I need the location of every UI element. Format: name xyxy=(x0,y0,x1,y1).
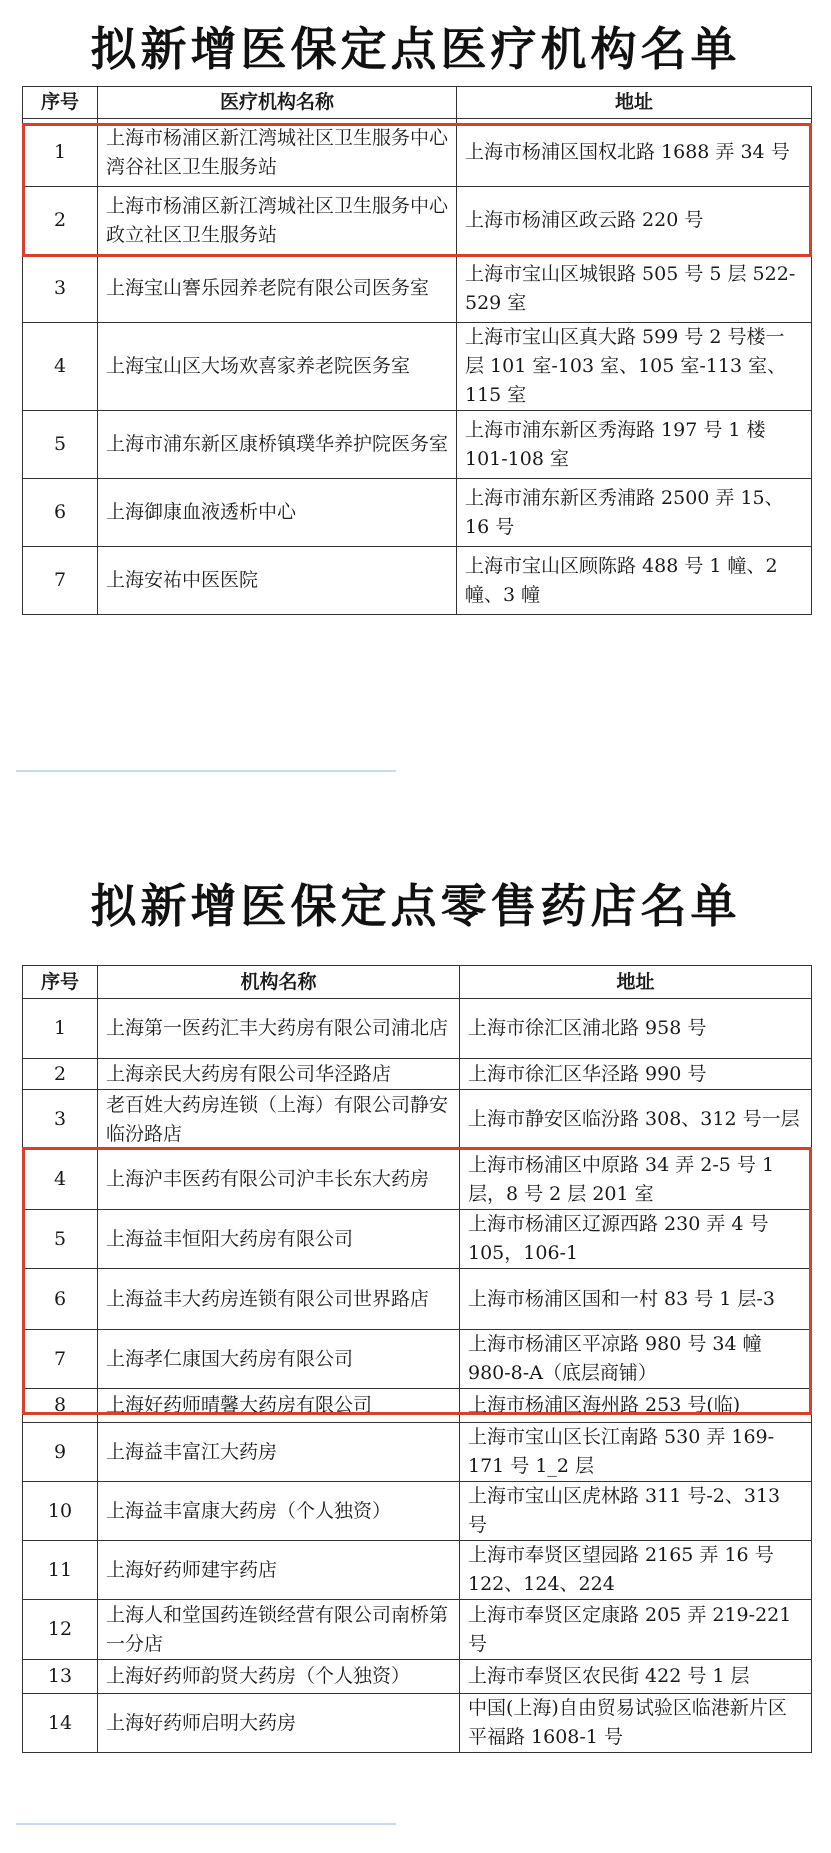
table-row xyxy=(23,1694,812,1753)
medical-institutions-table xyxy=(22,86,812,615)
cell-name: 老百姓大药房连锁（上海）有限公司静安临汾路店 xyxy=(98,1090,460,1150)
cell-seq: 3 xyxy=(23,255,98,323)
cell-seq: 2 xyxy=(23,1059,98,1090)
section-divider xyxy=(16,770,396,772)
table-row xyxy=(23,255,812,323)
cell-address: 上海市杨浦区国权北路 1688 弄 34 号 xyxy=(457,119,812,187)
medical-institutions-title: 拟新增医保定点医疗机构名单 xyxy=(90,22,741,76)
table-row xyxy=(23,1059,812,1090)
cell-address: 上海市宝山区长江南路 530 弄 169-171 号 1_2 层 xyxy=(460,1423,812,1482)
header-name: 机构名称 xyxy=(98,966,460,999)
cell-name: 上海市杨浦区新江湾城社区卫生服务中心政立社区卫生服务站 xyxy=(98,187,457,255)
cell-name: 上海市浦东新区康桥镇璞华养护院医务室 xyxy=(98,411,457,479)
table-row xyxy=(23,1090,812,1150)
cell-name: 上海益丰富江大药房 xyxy=(98,1423,460,1482)
cell-seq: 4 xyxy=(23,1150,98,1210)
cell-address: 上海市杨浦区辽源西路 230 弄 4 号 105，106-1 xyxy=(460,1210,812,1269)
cell-seq: 8 xyxy=(23,1389,98,1423)
header-name: 医疗机构名称 xyxy=(98,87,457,119)
cell-seq: 3 xyxy=(23,1090,98,1150)
cell-name: 上海御康血液透析中心 xyxy=(98,479,457,547)
cell-name: 上海好药师晴馨大药房有限公司 xyxy=(98,1389,460,1423)
table-row xyxy=(23,999,812,1059)
table-row xyxy=(23,1423,812,1482)
header-address: 地址 xyxy=(457,87,812,119)
table-row xyxy=(23,1389,812,1423)
section-divider xyxy=(16,1823,396,1825)
cell-name: 上海第一医药汇丰大药房有限公司浦北店 xyxy=(98,999,460,1059)
cell-address: 上海市浦东新区秀浦路 2500 弄 15、16 号 xyxy=(457,479,812,547)
table-row xyxy=(23,1660,812,1694)
cell-address: 上海市奉贤区农民街 422 号 1 层 xyxy=(460,1660,812,1694)
table-row xyxy=(23,1269,812,1330)
header-address: 地址 xyxy=(460,966,812,999)
cell-name: 上海益丰恒阳大药房有限公司 xyxy=(98,1210,460,1269)
cell-address: 上海市徐汇区浦北路 958 号 xyxy=(460,999,812,1059)
cell-address: 上海市奉贤区定康路 205 弄 219-221 号 xyxy=(460,1600,812,1660)
cell-name: 上海益丰大药房连锁有限公司世界路店 xyxy=(98,1269,460,1330)
table-row xyxy=(23,1330,812,1389)
cell-seq: 11 xyxy=(23,1541,98,1600)
cell-name: 上海孝仁康国大药房有限公司 xyxy=(98,1330,460,1389)
cell-name: 上海宝山謇乐园养老院有限公司医务室 xyxy=(98,255,457,323)
cell-seq: 6 xyxy=(23,1269,98,1330)
cell-address: 上海市宝山区真大路 599 号 2 号楼一层 101 室-103 室、105 室-113 室、115 室 xyxy=(457,323,812,411)
cell-name: 上海益丰富康大药房（个人独资） xyxy=(98,1482,460,1541)
table-row xyxy=(23,547,812,615)
cell-seq: 5 xyxy=(23,1210,98,1269)
table-row xyxy=(23,323,812,411)
cell-seq: 9 xyxy=(23,1423,98,1482)
table-header-row xyxy=(23,87,812,119)
header-seq: 序号 xyxy=(23,87,98,119)
table-row xyxy=(23,1482,812,1541)
cell-seq: 1 xyxy=(23,119,98,187)
table-row xyxy=(23,1600,812,1660)
cell-address: 上海市宝山区虎林路 311 号-2、313 号 xyxy=(460,1482,812,1541)
cell-seq: 4 xyxy=(23,323,98,411)
table-row xyxy=(23,187,812,255)
cell-address: 上海市杨浦区平凉路 980 号 34 幢 980-8-A（底层商铺） xyxy=(460,1330,812,1389)
retail-pharmacies-title: 拟新增医保定点零售药店名单 xyxy=(90,879,741,933)
cell-address: 上海市奉贤区望园路 2165 弄 16 号 122、124、224 xyxy=(460,1541,812,1600)
table-header-row xyxy=(23,966,812,999)
cell-address: 上海市静安区临汾路 308、312 号一层 xyxy=(460,1090,812,1150)
cell-seq: 1 xyxy=(23,999,98,1059)
cell-address: 上海市杨浦区政云路 220 号 xyxy=(457,187,812,255)
cell-seq: 2 xyxy=(23,187,98,255)
cell-address: 上海市杨浦区海州路 253 号(临) xyxy=(460,1389,812,1423)
cell-name: 上海市杨浦区新江湾城社区卫生服务中心湾谷社区卫生服务站 xyxy=(98,119,457,187)
cell-seq: 7 xyxy=(23,1330,98,1389)
table-row xyxy=(23,1210,812,1269)
cell-seq: 5 xyxy=(23,411,98,479)
cell-name: 上海宝山区大场欢喜家养老院医务室 xyxy=(98,323,457,411)
header-seq: 序号 xyxy=(23,966,98,999)
cell-address: 上海市宝山区顾陈路 488 号 1 幢、2 幢、3 幢 xyxy=(457,547,812,615)
table-row xyxy=(23,119,812,187)
cell-address: 上海市杨浦区中原路 34 弄 2-5 号 1 层，8 号 2 层 201 室 xyxy=(460,1150,812,1210)
cell-address: 上海市浦东新区秀海路 197 号 1 楼 101-108 室 xyxy=(457,411,812,479)
cell-seq: 14 xyxy=(23,1694,98,1753)
cell-seq: 12 xyxy=(23,1600,98,1660)
cell-seq: 6 xyxy=(23,479,98,547)
cell-name: 上海安祐中医医院 xyxy=(98,547,457,615)
table-row xyxy=(23,1541,812,1600)
cell-name: 上海人和堂国药连锁经营有限公司南桥第一分店 xyxy=(98,1600,460,1660)
cell-seq: 13 xyxy=(23,1660,98,1694)
table-row xyxy=(23,1150,812,1210)
table-row xyxy=(23,479,812,547)
cell-address: 中国(上海)自由贸易试验区临港新片区平福路 1608-1 号 xyxy=(460,1694,812,1753)
cell-name: 上海好药师韵贤大药房（个人独资） xyxy=(98,1660,460,1694)
cell-seq: 7 xyxy=(23,547,98,615)
cell-address: 上海市徐汇区华泾路 990 号 xyxy=(460,1059,812,1090)
cell-address: 上海市杨浦区国和一村 83 号 1 层-3 xyxy=(460,1269,812,1330)
cell-address: 上海市宝山区城银路 505 号 5 层 522-529 室 xyxy=(457,255,812,323)
cell-name: 上海亲民大药房有限公司华泾路店 xyxy=(98,1059,460,1090)
cell-name: 上海好药师建宇药店 xyxy=(98,1541,460,1600)
table-row xyxy=(23,411,812,479)
cell-seq: 10 xyxy=(23,1482,98,1541)
cell-name: 上海好药师启明大药房 xyxy=(98,1694,460,1753)
cell-name: 上海沪丰医药有限公司沪丰长东大药房 xyxy=(98,1150,460,1210)
retail-pharmacies-table xyxy=(22,965,812,1753)
